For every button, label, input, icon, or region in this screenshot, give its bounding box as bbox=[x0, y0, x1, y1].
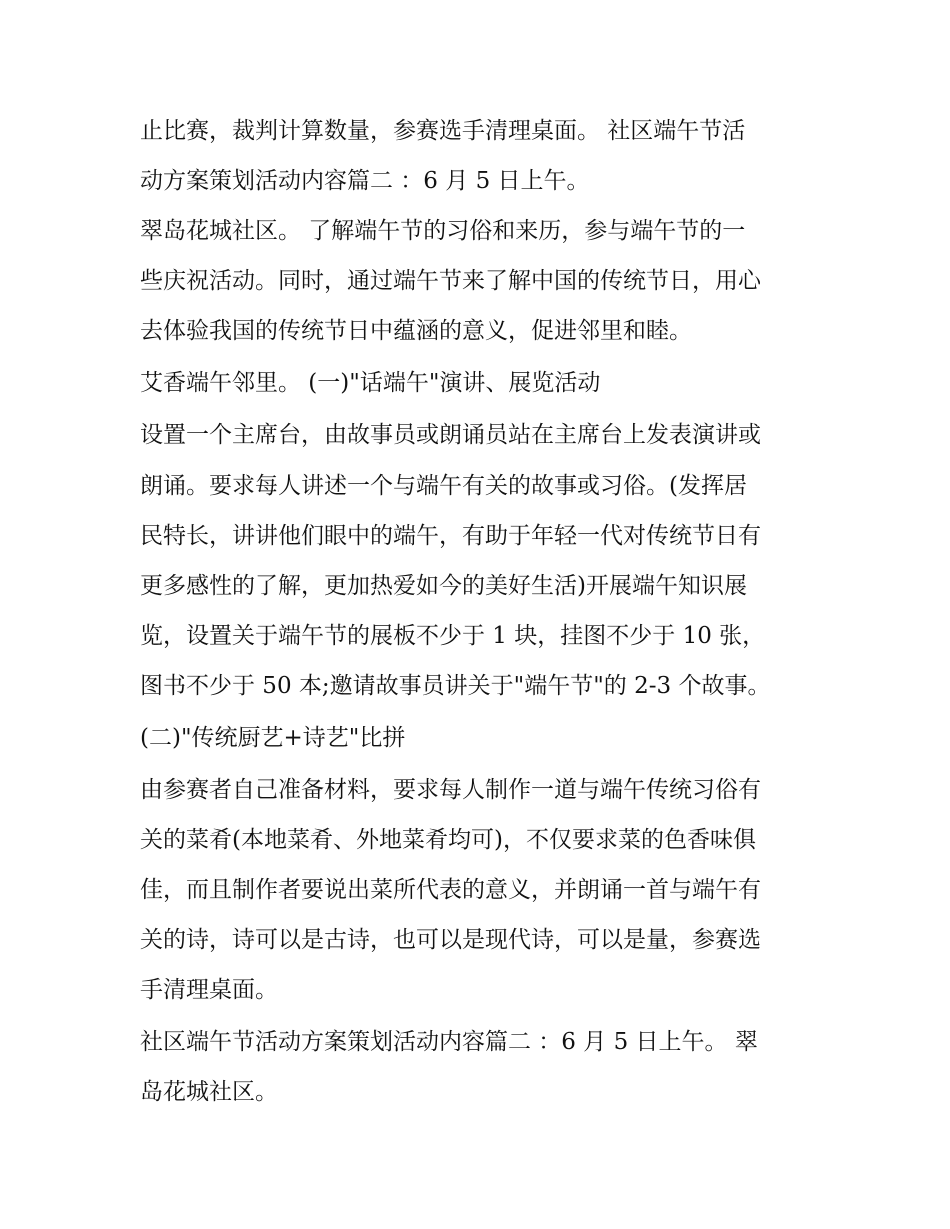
text-line: 动方案策划活动内容篇二 ：6 月 5 日上午。 bbox=[140, 168, 590, 194]
text-line: 艾香端午邻里。 (一)"话端午"演讲、展览活动 bbox=[140, 370, 601, 396]
text-line: 由参赛者自己准备材料，要求每人制作一道与端午传统习俗有 bbox=[140, 777, 761, 803]
text-line: 去体验我国的传统节日中蕴涵的意义，促进邻里和睦。 bbox=[140, 318, 692, 344]
text-line: 民特长，讲讲他们眼中的端午，有助于年轻一代对传统节日有 bbox=[140, 523, 761, 549]
text-line: 佳，而且制作者要说出菜所代表的意义，并朗诵一首与端午有 bbox=[140, 877, 761, 903]
text-line: 翠岛花城社区。 了解端午节的习俗和来历，参与端午节的一 bbox=[140, 218, 746, 244]
text-line: 社区端午节活动方案策划活动内容篇二 ：6 月 5 日上午。 翠 bbox=[140, 1029, 758, 1055]
text-line: 朗诵。要求每人讲述一个与端午有关的故事或习俗。(发挥居 bbox=[140, 473, 747, 499]
text-line: 更多感性的了解，更加热爱如今的美好生活)开展端午知识展 bbox=[140, 573, 747, 599]
text-line: 图书不少于 50 本;邀请故事员讲关于"端午节"的 2-3 个故事。 bbox=[140, 673, 771, 699]
text-line: 设置一个主席台，由故事员或朗诵员站在主席台上发表演讲或 bbox=[140, 422, 761, 448]
text-line: 关的诗，诗可以是古诗，也可以是现代诗，可以是量，参赛选 bbox=[140, 927, 761, 953]
text-line: 关的菜肴(本地菜肴、外地菜肴均可)，不仅要求菜的色香味俱 bbox=[140, 827, 756, 853]
text-line: (二)"传统厨艺+诗艺"比拼 bbox=[140, 725, 406, 751]
text-line: 览，设置关于端午节的展板不少于 1 块，挂图不少于 10 张， bbox=[140, 623, 766, 649]
text-line: 些庆祝活动。同时，通过端午节来了解中国的传统节日，用心 bbox=[140, 268, 761, 294]
text-line: 止比赛，裁判计算数量，参赛选手清理桌面。 社区端午节活 bbox=[140, 118, 746, 144]
text-line: 手清理桌面。 bbox=[140, 977, 278, 1003]
text-line: 岛花城社区。 bbox=[140, 1079, 278, 1105]
